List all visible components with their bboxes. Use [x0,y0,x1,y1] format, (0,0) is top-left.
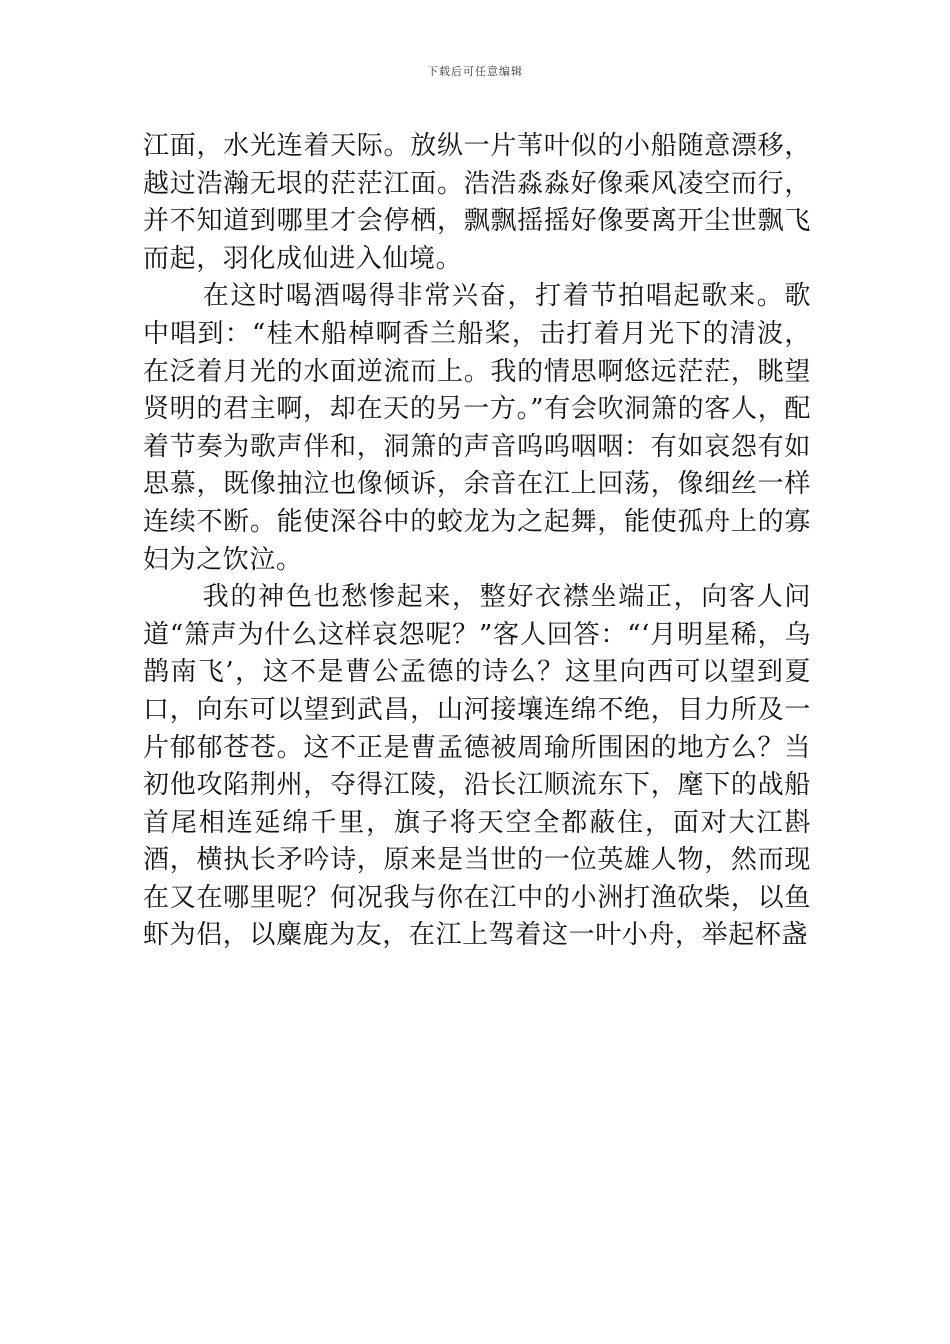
paragraph-2: 在这时喝酒喝得非常兴奋，打着节拍唱起歌来。歌中唱到：“桂木船棹啊香兰船桨，击打着月光下的清波，在泛着月光的水面逆流而上。我的情思啊悠远茫茫，眺望贤明的君主啊，却在天的另一方。”有会吹洞箫的客人，配着节奏为歌声伴和，洞箫的声音呜呜咽咽：有如哀怨有如思慕，既像抽泣也像倾诉，余音在江上回荡，像细丝一样连续不断。能使深谷中的蛟龙为之起舞，能使孤舟上的寡妇为之饮泣。 [143,281,811,575]
paragraph-3: 我的神色也愁惨起来，整好衣襟坐端正，向客人问道“箫声为什么这样哀怨呢？”客人回答：“‘月明星稀，乌鹊南飞’，这不是曹公孟德的诗么？这里向西可以望到夏口，向东可以望到武昌，山河接壤连绵不绝，目力所及一片郁郁苍苍。这不正是曹孟德被周瑜所围困的地方么？当初他攻陷荆州，夺得江陵，沿长江顺流东下，麾下的战船首尾相连延绵千里，旗子将天空全都蔽住，面对大江斟酒，横执长矛吟诗，原来是当世的一位英雄人物，然而现在又在哪里呢？何况我与你在江中的小洲打渔砍柴，以鱼虾为侣，以麋鹿为友，在江上驾着这一叶小舟，举起杯盏 [143,582,811,951]
page-header: 下载后可任意编辑 [427,65,523,78]
paragraph-1: 江面，水光连着天际。放纵一片苇叶似的小船随意漂移，越过浩瀚无垠的茫茫江面。浩浩淼淼好像乘风凌空而行，并不知道到哪里才会停栖，飘飘摇摇好像要离开尘世飘飞而起，羽化成仙进入仙境。 [143,131,811,274]
document-body [143,128,811,955]
